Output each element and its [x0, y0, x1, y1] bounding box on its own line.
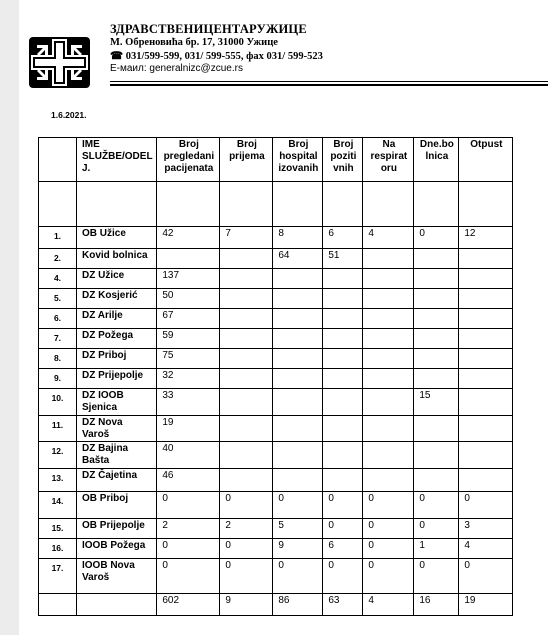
row-value-cell: [323, 369, 363, 389]
header-row: [39, 138, 513, 182]
row-value-cell: [220, 369, 273, 389]
header-cell-name: IME SLUŽBE/ODEL J.: [77, 138, 157, 182]
row-number: [39, 182, 77, 227]
row-value-cell: 0: [459, 492, 513, 519]
table-row: [39, 289, 513, 309]
row-value-cell: [273, 442, 323, 469]
row-value-cell: [459, 182, 513, 227]
table-row: [39, 269, 513, 289]
row-value-cell: [414, 269, 459, 289]
row-value-cell: [414, 442, 459, 469]
row-value-cell: 0: [414, 492, 459, 519]
org-email: Е-маил: generalnizc@zcue.rs: [110, 63, 243, 74]
row-value-cell: [363, 309, 414, 329]
row-number: 7.: [39, 329, 77, 349]
row-number: 10.: [39, 389, 77, 416]
row-value-cell: [363, 329, 414, 349]
row-value-cell: 33: [157, 389, 220, 416]
row-number: 15.: [39, 519, 77, 539]
table-row: [39, 469, 513, 492]
row-value-cell: 6: [323, 227, 363, 249]
row-value-cell: 19: [157, 416, 220, 442]
row-number: 5.: [39, 289, 77, 309]
row-value-cell: [220, 249, 273, 269]
header-divider: [110, 81, 548, 82]
header-cell-admissions: Broj prijema: [220, 138, 273, 182]
row-unit-name: DZ Kosjerić: [77, 289, 157, 309]
row-unit-name: DZ Požega: [77, 329, 157, 349]
row-value-cell: [459, 269, 513, 289]
row-unit-name: DZ Priboj: [77, 349, 157, 369]
row-value-cell: [220, 389, 273, 416]
row-value-cell: 0: [323, 492, 363, 519]
row-unit-name: DZ IOOB Sjenica: [77, 389, 157, 416]
row-value-cell: 16: [414, 594, 459, 616]
org-phones: ☎ 031/599-599, 031/ 599-555, фах 031/ 599-523: [110, 51, 323, 62]
row-value-cell: [273, 416, 323, 442]
row-value-cell: 7: [220, 227, 273, 249]
row-value-cell: 51: [323, 249, 363, 269]
table-row: [39, 442, 513, 469]
row-value-cell: 12: [459, 227, 513, 249]
row-value-cell: 602: [157, 594, 220, 616]
table-row: [39, 349, 513, 369]
row-value-cell: [414, 249, 459, 269]
row-value-cell: [459, 469, 513, 492]
row-unit-name: DZ Užice: [77, 269, 157, 289]
row-value-cell: 0: [363, 539, 414, 559]
row-value-cell: [363, 416, 414, 442]
row-value-cell: 5: [273, 519, 323, 539]
header-cell-discharge: Otpust: [459, 138, 513, 182]
row-value-cell: 9: [220, 594, 273, 616]
row-number: 2.: [39, 249, 77, 269]
row-value-cell: [220, 182, 273, 227]
row-number: 1.: [39, 227, 77, 249]
row-value-cell: [363, 469, 414, 492]
row-value-cell: 137: [157, 269, 220, 289]
row-value-cell: [414, 289, 459, 309]
row-value-cell: 19: [459, 594, 513, 616]
table-row: [39, 227, 513, 249]
row-value-cell: [414, 329, 459, 349]
row-value-cell: 0: [363, 492, 414, 519]
row-unit-name: OB Prijepolje: [77, 519, 157, 539]
document-page: [19, 0, 556, 635]
row-value-cell: [363, 389, 414, 416]
row-value-cell: [323, 182, 363, 227]
row-value-cell: 0: [157, 539, 220, 559]
row-value-cell: [220, 309, 273, 329]
header-divider-thick: [110, 84, 548, 86]
row-value-cell: [157, 182, 220, 227]
row-value-cell: 0: [414, 559, 459, 594]
table-row: [39, 594, 513, 616]
row-value-cell: 46: [157, 469, 220, 492]
row-value-cell: 50: [157, 289, 220, 309]
row-number: 12.: [39, 442, 77, 469]
row-value-cell: [323, 289, 363, 309]
row-value-cell: [323, 269, 363, 289]
row-value-cell: 0: [363, 559, 414, 594]
org-name: ЗДРАВСТВЕНИЦЕНТАРУЖИЦЕ: [110, 22, 307, 36]
row-value-cell: [459, 309, 513, 329]
row-value-cell: [220, 289, 273, 309]
row-unit-name: [77, 182, 157, 227]
row-value-cell: [323, 389, 363, 416]
row-value-cell: [363, 289, 414, 309]
row-value-cell: [220, 469, 273, 492]
row-value-cell: 0: [323, 519, 363, 539]
row-value-cell: 3: [459, 519, 513, 539]
row-value-cell: 0: [414, 227, 459, 249]
table-row: [39, 329, 513, 349]
report-date: 1.6.2021.: [51, 110, 87, 120]
row-value-cell: [414, 349, 459, 369]
row-value-cell: 1: [414, 539, 459, 559]
table-row: [39, 249, 513, 269]
row-unit-name: OB Priboj: [77, 492, 157, 519]
row-value-cell: [323, 349, 363, 369]
row-value-cell: 42: [157, 227, 220, 249]
row-number: 17.: [39, 559, 77, 594]
row-value-cell: [273, 369, 323, 389]
row-value-cell: 8: [273, 227, 323, 249]
row-value-cell: [459, 249, 513, 269]
header-cell-hospitalized: Broj hospital izovanih: [273, 138, 323, 182]
row-value-cell: 4: [459, 539, 513, 559]
row-number: 11.: [39, 416, 77, 442]
row-value-cell: 64: [273, 249, 323, 269]
row-value-cell: [273, 389, 323, 416]
row-value-cell: [414, 182, 459, 227]
row-value-cell: [273, 269, 323, 289]
table-row: [39, 416, 513, 442]
row-value-cell: [459, 369, 513, 389]
row-value-cell: [414, 469, 459, 492]
row-value-cell: [220, 349, 273, 369]
row-value-cell: [220, 416, 273, 442]
row-value-cell: 0: [157, 559, 220, 594]
row-value-cell: 4: [363, 227, 414, 249]
table-row: [39, 389, 513, 416]
row-value-cell: 6: [323, 539, 363, 559]
row-value-cell: 0: [414, 519, 459, 539]
row-value-cell: [459, 389, 513, 416]
row-value-cell: [414, 369, 459, 389]
row-value-cell: 59: [157, 329, 220, 349]
row-unit-name: IOOB Požega: [77, 539, 157, 559]
row-number: 14.: [39, 492, 77, 519]
row-value-cell: [220, 329, 273, 349]
table-row: [39, 309, 513, 329]
row-value-cell: [273, 469, 323, 492]
row-value-cell: 86: [273, 594, 323, 616]
row-value-cell: 0: [323, 559, 363, 594]
row-value-cell: [323, 309, 363, 329]
row-number: 4.: [39, 269, 77, 289]
table-row: [39, 539, 513, 559]
row-value-cell: 0: [363, 519, 414, 539]
table-row: [39, 559, 513, 594]
row-value-cell: [363, 182, 414, 227]
row-value-cell: 40: [157, 442, 220, 469]
row-value-cell: [220, 269, 273, 289]
row-value-cell: [323, 416, 363, 442]
header-cell-respirator: Na respirat oru: [363, 138, 414, 182]
row-value-cell: [363, 269, 414, 289]
row-number: 13.: [39, 469, 77, 492]
row-value-cell: [220, 442, 273, 469]
row-value-cell: 4: [363, 594, 414, 616]
row-value-cell: [363, 349, 414, 369]
row-unit-name: Kovid bolnica: [77, 249, 157, 269]
org-address: М. Обреновића бр. 17, 31000 Ужице: [110, 37, 278, 48]
health-center-logo-icon: [29, 37, 90, 88]
row-value-cell: [273, 349, 323, 369]
row-value-cell: 0: [459, 559, 513, 594]
row-value-cell: [459, 289, 513, 309]
row-value-cell: [323, 329, 363, 349]
table-row: [39, 492, 513, 519]
row-number: 9.: [39, 369, 77, 389]
letterhead: [110, 22, 323, 77]
row-value-cell: [157, 249, 220, 269]
row-value-cell: [414, 416, 459, 442]
row-value-cell: [459, 442, 513, 469]
row-value-cell: [363, 249, 414, 269]
row-value-cell: 9: [273, 539, 323, 559]
row-unit-name: DZ Prijepolje: [77, 369, 157, 389]
table-row: [39, 369, 513, 389]
row-value-cell: [363, 369, 414, 389]
row-value-cell: [273, 309, 323, 329]
row-value-cell: 0: [273, 492, 323, 519]
table-row: [39, 519, 513, 539]
row-value-cell: [273, 182, 323, 227]
row-number: 6.: [39, 309, 77, 329]
row-value-cell: 0: [220, 492, 273, 519]
row-value-cell: 32: [157, 369, 220, 389]
row-value-cell: [459, 349, 513, 369]
row-value-cell: [414, 309, 459, 329]
row-value-cell: 15: [414, 389, 459, 416]
row-value-cell: [273, 289, 323, 309]
row-unit-name: DZ Čajetina: [77, 469, 157, 492]
table-row: [39, 182, 513, 227]
row-value-cell: [273, 329, 323, 349]
row-value-cell: [323, 442, 363, 469]
row-number: [39, 594, 77, 616]
row-unit-name: OB Užice: [77, 227, 157, 249]
report-table: [38, 137, 513, 616]
row-value-cell: 75: [157, 349, 220, 369]
row-value-cell: 63: [323, 594, 363, 616]
header-cell-num: [39, 138, 77, 182]
row-value-cell: [323, 469, 363, 492]
row-value-cell: [459, 416, 513, 442]
header-cell-examined: Broj pregledani pacijenata: [157, 138, 220, 182]
row-number: 16.: [39, 539, 77, 559]
row-unit-name: DZ Bajina Bašta: [77, 442, 157, 469]
header-cell-positive: Broj poziti vnih: [323, 138, 363, 182]
row-value-cell: [363, 442, 414, 469]
row-unit-name: DZ Arilje: [77, 309, 157, 329]
row-value-cell: [459, 329, 513, 349]
row-value-cell: 2: [157, 519, 220, 539]
row-number: 8.: [39, 349, 77, 369]
row-value-cell: 2: [220, 519, 273, 539]
row-value-cell: 0: [220, 539, 273, 559]
row-value-cell: 67: [157, 309, 220, 329]
row-value-cell: 0: [157, 492, 220, 519]
row-value-cell: 0: [220, 559, 273, 594]
row-unit-name: DZ Nova Varoš: [77, 416, 157, 442]
header-cell-day-hospital: Dne.bo lnica: [414, 138, 459, 182]
row-unit-name: IOOB Nova Varoš: [77, 559, 157, 594]
row-unit-name: [77, 594, 157, 616]
table-body: [39, 182, 513, 616]
row-value-cell: 0: [273, 559, 323, 594]
